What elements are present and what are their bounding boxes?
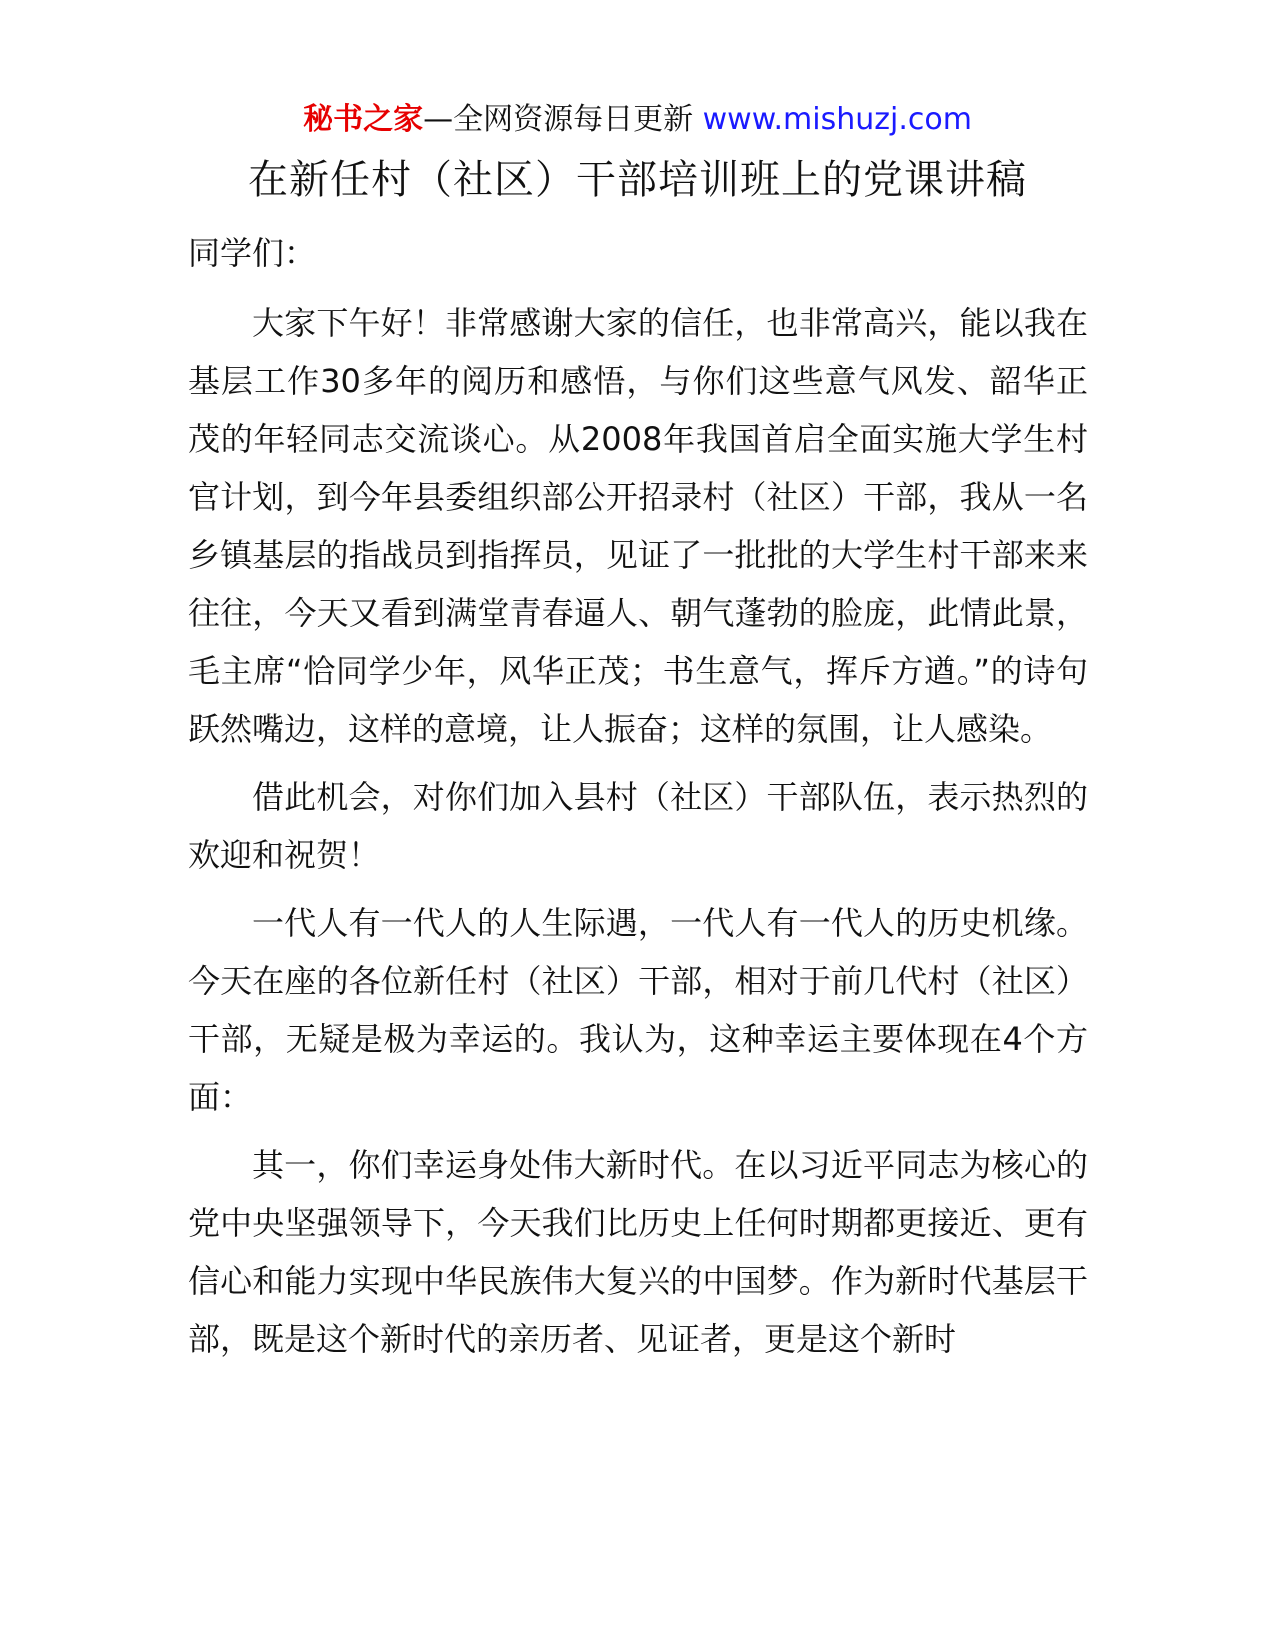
document-title: 在新任村（社区）干部培训班上的党课讲稿 [248, 157, 1027, 203]
paragraph-3: 一代人有一代人的人生际遇，一代人有一代人的历史机缘。今天在座的各位新任村（社区）干部，相对于前几代村（社区）干部，无疑是极为幸运的。我认为，这种幸运主要体现在4个方面： [188, 904, 1088, 1116]
site-tagline: —全网资源每日更新 [423, 102, 694, 137]
document-body [188, 224, 1088, 1378]
site-url-link[interactable]: www.mishuzj.com [702, 102, 972, 137]
site-brand: 秘书之家 [303, 102, 424, 137]
paragraph-1: 大家下午好！非常感谢大家的信任，也非常高兴，能以我在基层工作30多年的阅历和感悟，与你们这些意气风发、韶华正茂的年轻同志交流谈心。从2008年我国首启全面实施大学生村官计划，到今年县委组织部公开招录村（社区）干部，我从一名乡镇基层的指战员到指挥员，见证了一批批的大学生村干部来来往往，今天又看到满堂青春逼人、朝气蓬勃的脸庞，此情此景，毛主席“恰同学少年，风华正茂；书生意气，挥斥方遒。”的诗句跃然嘴边，这样的意境，让人振奋；这样的氛围，让人感染。 [188, 304, 1088, 748]
paragraph-2: 借此机会，对你们加入县村（社区）干部队伍，表示热烈的欢迎和祝贺！ [188, 778, 1088, 874]
salutation: 同学们： [188, 234, 317, 272]
site-header [0, 100, 1275, 140]
paragraph-4: 其一，你们幸运身处伟大新时代。在以习近平同志为核心的党中央坚强领导下，今天我们比历史上任何时期都更接近、更有信心和能力实现中华民族伟大复兴的中国梦。作为新时代基层干部，既是这个新时代的亲历者、见证者，更是这个新时 [188, 1146, 1088, 1358]
